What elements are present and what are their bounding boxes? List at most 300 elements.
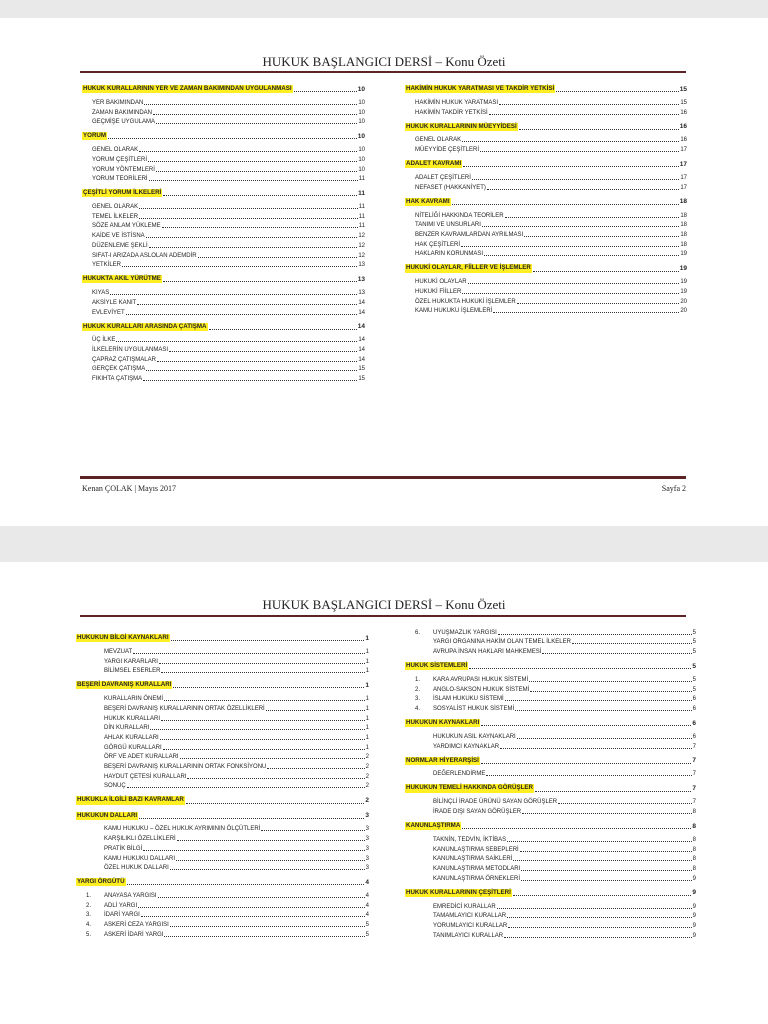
leader-dots xyxy=(468,283,680,284)
leader-dots xyxy=(163,281,357,282)
section-gap xyxy=(76,805,369,812)
toc-section-heading xyxy=(82,275,365,283)
footer-author: Kenan ÇOLAK | Mayıs 2017 xyxy=(82,484,177,493)
entry-page: 19 xyxy=(680,251,687,258)
entry-number: 1. xyxy=(415,676,421,683)
toc-entry xyxy=(92,167,365,173)
entry-page: 14 xyxy=(358,356,365,363)
toc-entry xyxy=(92,204,365,210)
leader-dots xyxy=(141,916,365,917)
section-gap xyxy=(82,316,365,323)
toc-entry xyxy=(86,912,369,918)
spacer xyxy=(76,820,369,823)
toc-entry xyxy=(86,932,369,938)
entry-page: 7 xyxy=(692,771,696,778)
entry-page: 19 xyxy=(680,279,687,286)
leader-dots xyxy=(452,204,679,205)
toc-section-heading xyxy=(76,634,369,642)
leader-dots xyxy=(294,91,357,92)
toc-entry xyxy=(86,922,369,928)
spacer xyxy=(82,283,365,286)
leader-dots xyxy=(180,758,365,759)
leader-dots xyxy=(505,700,692,701)
entry-page: 11 xyxy=(358,176,365,183)
leader-dots xyxy=(110,294,357,295)
leader-dots xyxy=(164,936,364,937)
entry-label: AVRUPA İNSAN HAKLARI MAHKEMESİ xyxy=(433,649,542,656)
entry-page: 1 xyxy=(365,734,369,741)
entry-page: 11 xyxy=(358,213,365,220)
toc-entry xyxy=(92,233,365,239)
section-gap xyxy=(82,182,365,189)
toc-entry xyxy=(92,300,365,306)
toc-section-heading xyxy=(405,123,687,131)
leader-dots xyxy=(158,897,365,898)
entry-label: YARGI KARARLARI xyxy=(104,658,158,665)
entry-label: HUKUKİ OLAYLAR xyxy=(415,279,467,286)
toc-section-heading xyxy=(82,323,365,331)
leader-dots xyxy=(497,908,692,909)
section-title: HUKUK KURALLARININ YER VE ZAMAN BAKIMINDAN UYGULANMASI xyxy=(83,85,292,92)
entry-page: 2 xyxy=(365,773,369,780)
section-title: HAKİMİN HUKUK YARATMASI VE TAKDİR YETKİSİ xyxy=(406,85,555,92)
leader-dots xyxy=(507,917,692,918)
toc-entry xyxy=(415,308,687,314)
entry-label: HAYDUT ÇETESİ KURALLARI xyxy=(104,773,187,780)
entry-label: HUKUK KURALLARI xyxy=(104,715,161,722)
entry-label: KAMU HUKUKU DALLARI xyxy=(104,855,176,862)
entry-page: 12 xyxy=(358,252,365,259)
leader-dots xyxy=(161,672,364,673)
leader-dots xyxy=(143,380,357,381)
toc-entry xyxy=(415,847,696,853)
entry-label: TAKNİN, TEDVİN, İKTİBAS xyxy=(433,836,507,843)
entry-label: PRATİK BİLGİ xyxy=(104,845,143,852)
entry-label: SOSYALİST HUKUK SİSTEMİ xyxy=(433,706,515,713)
spacer xyxy=(76,642,369,645)
section-gap xyxy=(82,125,365,132)
toc-entry xyxy=(415,904,696,910)
leader-dots xyxy=(462,293,679,294)
leader-dots xyxy=(493,312,679,313)
entry-page: 1 xyxy=(365,725,369,732)
toc-entry xyxy=(86,735,369,741)
entry-label: AKSİYLE KANIT xyxy=(92,299,137,306)
toc-entry xyxy=(92,347,365,353)
header-rule xyxy=(80,71,686,73)
entry-label: İRADE DIŞI SAYAN GÖRÜŞLER xyxy=(433,809,522,816)
entry-page: 8 xyxy=(692,856,696,863)
toc-entry xyxy=(415,232,687,238)
section-page: 11 xyxy=(358,189,365,197)
entry-page: 5 xyxy=(365,922,369,929)
entry-label: YORUMLAYICI KURALLAR xyxy=(433,922,508,929)
entry-page: 18 xyxy=(680,212,687,219)
toc-entry xyxy=(415,923,696,929)
entry-label: TEMEL İLKELER xyxy=(92,213,139,220)
leader-dots xyxy=(171,640,365,641)
toc-entry xyxy=(415,289,687,295)
leader-dots xyxy=(156,123,357,124)
toc-entry xyxy=(415,933,696,939)
leader-dots xyxy=(139,818,364,819)
entry-page: 10 xyxy=(358,99,365,106)
toc-entry xyxy=(415,677,696,683)
leader-dots xyxy=(108,138,357,139)
leader-dots xyxy=(572,643,692,644)
leader-dots xyxy=(160,739,365,740)
entry-number: 5. xyxy=(86,931,92,938)
entry-label: BEŞERİ DAVRANIŞ KURALLARININ ORTAK FONKSİYONU xyxy=(104,763,267,770)
leader-dots xyxy=(143,850,364,851)
toc-entry xyxy=(92,290,365,296)
page-title: HUKUK BAŞLANGICI DERSİ – Konu Özeti xyxy=(262,597,506,612)
entry-label: GERÇEK ÇATIŞMA xyxy=(92,366,146,373)
entry-label: YORUM ÇEŞİTLERİ xyxy=(92,156,148,163)
leader-dots xyxy=(469,668,691,669)
leader-dots xyxy=(156,171,357,172)
entry-number: 3. xyxy=(415,696,421,703)
section-page: 7 xyxy=(692,757,696,765)
entry-label: GENEL OLARAK xyxy=(415,137,462,144)
toc-entry xyxy=(86,706,369,712)
spacer xyxy=(76,689,369,692)
entry-label: HAKİMİN HUKUK YARATMASI xyxy=(415,99,499,106)
section-gap xyxy=(405,750,696,757)
leader-dots xyxy=(513,895,692,896)
section-gap xyxy=(405,153,687,160)
leader-dots xyxy=(519,129,679,130)
footer-rule xyxy=(80,476,686,479)
section-gap xyxy=(76,674,369,681)
leader-dots xyxy=(486,775,691,776)
entry-label: SIFAT-I ARIZADA ASLOLAN ADEMDİR xyxy=(92,252,197,259)
leader-dots xyxy=(139,151,357,152)
leader-dots xyxy=(517,738,692,739)
section-page: 9 xyxy=(692,889,696,897)
entry-page: 1 xyxy=(365,658,369,665)
toc-entry xyxy=(415,630,696,636)
entry-page: 8 xyxy=(692,809,696,816)
leader-dots xyxy=(522,813,692,814)
entry-label: EMREDİCİ KURALLAR xyxy=(433,903,496,910)
toc-entry xyxy=(92,147,365,153)
entry-page: 18 xyxy=(680,241,687,248)
entry-page: 7 xyxy=(692,743,696,750)
entry-page: 10 xyxy=(358,147,365,154)
section-page: 19 xyxy=(679,265,687,273)
leader-dots xyxy=(487,189,679,190)
leader-dots xyxy=(524,236,679,237)
section-page: 17 xyxy=(679,160,687,168)
leader-dots xyxy=(484,255,679,256)
leader-dots xyxy=(170,926,365,927)
leader-dots xyxy=(530,691,691,692)
section-title: HUKUK KURALLARININ MÜEYYİDESİ xyxy=(406,122,517,130)
leader-dots xyxy=(187,778,364,779)
toc-entry xyxy=(92,253,365,259)
entry-label: ÇAPRAZ ÇATIŞMALAR xyxy=(92,356,156,363)
entry-page: 14 xyxy=(358,337,365,344)
entry-page: 1 xyxy=(365,715,369,722)
entry-label: YARGI ORGANINA HAKİM OLAN TEMEL İLKELER xyxy=(433,639,571,646)
leader-dots xyxy=(462,141,679,142)
toc-entry xyxy=(415,213,687,219)
toc-page-2 xyxy=(0,18,768,526)
toc-entry xyxy=(415,866,696,872)
toc-entry xyxy=(86,836,369,842)
toc-entry xyxy=(92,214,365,220)
entry-label: KAİDE VE İSTİSNA xyxy=(92,233,145,240)
leader-dots xyxy=(520,851,692,852)
spacer xyxy=(405,897,696,900)
leader-dots xyxy=(148,161,357,162)
entry-label: TANIMI VE UNSURLARI xyxy=(415,222,481,229)
entry-page: 10 xyxy=(358,109,365,116)
section-page: 8 xyxy=(692,822,696,830)
entry-label: YARDIMCI KAYNAKLAR xyxy=(433,743,500,750)
leader-dots xyxy=(149,180,358,181)
entry-number: 1. xyxy=(86,893,92,900)
toc-left-column xyxy=(82,85,365,382)
toc-entry xyxy=(86,903,369,909)
entry-label: HAK ÇEŞİTLERİ xyxy=(415,241,461,248)
leader-dots xyxy=(153,114,357,115)
leader-dots xyxy=(139,218,358,219)
toc-entry xyxy=(86,754,369,760)
entry-label: ANAYASA YARGISI xyxy=(104,893,157,900)
entry-label: AHLAK KURALLARI xyxy=(104,734,159,741)
entry-label: ÖZEL HUKUK DALLARI xyxy=(104,865,169,872)
entry-label: NEFASET (HAKKANİYET) xyxy=(415,184,486,191)
section-title: NORMLAR HİYERARŞİSİ xyxy=(406,756,479,764)
leader-dots xyxy=(161,720,365,721)
toc-entry xyxy=(415,639,696,645)
entry-label: KARŞILIKLI ÖZELLİKLERİ xyxy=(104,836,176,843)
entry-page: 9 xyxy=(692,922,696,929)
entry-number: 4. xyxy=(86,922,92,929)
toc-section-heading xyxy=(76,878,369,886)
entry-page: 6 xyxy=(692,733,696,740)
entry-label: ZAMAN BAKIMINDAN xyxy=(92,109,153,116)
toc-entry xyxy=(92,357,365,363)
toc-section-heading xyxy=(405,85,687,93)
leader-dots xyxy=(127,884,365,885)
entry-label: YER BAKIMINDAN xyxy=(92,99,144,106)
leader-dots xyxy=(461,246,679,247)
entry-page: 11 xyxy=(358,204,365,211)
toc-entry xyxy=(415,279,687,285)
section-title: ÇEŞİTLİ YORUM İLKELERİ xyxy=(83,189,162,197)
leader-dots xyxy=(507,841,692,842)
leader-dots xyxy=(482,226,679,227)
section-title: HUKUKUN DALLARI xyxy=(77,811,138,819)
entry-page: 11 xyxy=(358,223,365,230)
spacer xyxy=(405,168,687,171)
entry-page: 3 xyxy=(365,855,369,862)
entry-label: EVLEVİYET xyxy=(92,309,125,316)
entry-page: 14 xyxy=(358,347,365,354)
section-page: 13 xyxy=(357,275,365,283)
toc-section-heading xyxy=(82,189,365,197)
entry-page: 15 xyxy=(358,376,365,383)
toc-entry xyxy=(415,299,687,305)
leader-dots xyxy=(149,247,358,248)
leader-dots xyxy=(556,91,679,92)
entry-label: ANGLO-SAKSON HUKUK SİSTEMİ xyxy=(433,686,530,693)
section-page: 5 xyxy=(692,662,696,670)
leader-dots xyxy=(169,351,357,352)
section-page: 14 xyxy=(357,323,365,331)
section-gap xyxy=(405,257,687,264)
entry-label: ÖZEL HUKUKTA HUKUKİ İŞLEMLER xyxy=(415,298,516,305)
toc-entry xyxy=(86,893,369,899)
entry-page: 17 xyxy=(680,175,687,182)
toc-entry xyxy=(86,826,369,832)
toc-section-heading xyxy=(82,132,365,140)
section-gap xyxy=(405,191,687,198)
entry-label: KAMU HUKUKU İŞLEMLERİ xyxy=(415,308,493,315)
section-gap xyxy=(405,882,696,889)
entry-number: 2. xyxy=(415,686,421,693)
leader-dots xyxy=(521,880,692,881)
toc-entry xyxy=(86,856,369,862)
entry-label: ASKERİ İDARİ YARGI xyxy=(104,931,164,938)
entry-label: BİLİNÇLİ İRADE ÜRÜNÜ SAYAN GÖRÜŞLER xyxy=(433,799,558,806)
entry-page: 8 xyxy=(692,846,696,853)
toc-section-heading xyxy=(405,264,687,272)
entry-label: KANUNLAŞTIRMA METODLARI xyxy=(433,866,521,873)
toc-entry xyxy=(415,799,696,805)
spacer xyxy=(82,140,365,143)
leader-dots xyxy=(139,208,358,209)
section-title: HUKUKUN TEMELİ HAKKINDA GÖRÜŞLER xyxy=(406,784,533,792)
entry-label: MÜEYYİDE ÇEŞİTLERİ xyxy=(415,147,480,154)
section-page: 6 xyxy=(692,719,696,727)
entry-label: UYUŞMAZLIK YARGISI xyxy=(433,629,497,636)
entry-page: 1 xyxy=(365,705,369,712)
section-title: KANUNLAŞTIRMA xyxy=(406,822,461,830)
spacer xyxy=(405,830,696,833)
entry-label: TAMAMLAYICI KURALLAR xyxy=(433,913,507,920)
toc-entry xyxy=(92,243,365,249)
toc-page-1 xyxy=(0,562,768,1024)
leader-dots xyxy=(267,768,364,769)
leader-dots xyxy=(164,700,365,701)
entry-page: 5 xyxy=(692,639,696,646)
toc-entry xyxy=(415,837,696,843)
leader-dots xyxy=(133,653,364,654)
entry-label: KANUNLAŞTIRMA SEBEPLERİ xyxy=(433,846,519,853)
entry-label: DİN KURALLARI xyxy=(104,725,150,732)
entry-label: DÜZENLEME ŞEKLİ xyxy=(92,242,148,249)
section-gap xyxy=(405,116,687,123)
entry-label: YORUM TEORİLERİ xyxy=(92,176,148,183)
leader-dots xyxy=(198,257,358,258)
entry-label: GENEL OLARAK xyxy=(92,204,139,211)
leader-dots xyxy=(517,303,680,304)
entry-number: 3. xyxy=(86,912,92,919)
entry-page: 4 xyxy=(365,893,369,900)
entry-page: 10 xyxy=(358,156,365,163)
spacer xyxy=(82,197,365,200)
toc-right-column xyxy=(405,626,696,939)
toc-entry xyxy=(415,100,687,106)
toc-entry xyxy=(86,649,369,655)
entry-page: 9 xyxy=(692,932,696,939)
section-gap xyxy=(76,871,369,878)
section-title: HUKUK KURALLARI ARASINDA ÇATIŞMA xyxy=(83,322,207,330)
entry-label: FIKIHTA ÇATIŞMA xyxy=(92,376,143,383)
entry-page: 20 xyxy=(680,298,687,305)
spacer xyxy=(405,273,687,276)
leader-dots xyxy=(500,748,692,749)
toc-section-heading xyxy=(405,198,687,206)
toc-section-heading xyxy=(405,822,696,830)
toc-entry xyxy=(92,366,365,372)
entry-label: KANUNLAŞTIRMA SAİKLERİ xyxy=(433,856,513,863)
section-title: HUKUKLA İLGİLİ BAZI KAVRAMLAR xyxy=(77,796,184,804)
toc-section-heading xyxy=(405,160,687,168)
toc-entry xyxy=(415,734,696,740)
leader-dots xyxy=(533,271,679,272)
entry-label: SÖZE ANLAM YÜKLEME xyxy=(92,223,161,230)
toc-entry xyxy=(86,745,369,751)
toc-entry xyxy=(92,157,365,163)
leader-dots xyxy=(481,763,691,764)
entry-label: ADALET ÇEŞİTLERİ xyxy=(415,175,471,182)
entry-page: 1 xyxy=(365,668,369,675)
entry-number: 4. xyxy=(415,706,421,713)
entry-page: 15 xyxy=(680,99,687,106)
leader-dots xyxy=(529,681,692,682)
spacer xyxy=(405,670,696,673)
entry-label: İDARİ YARGI xyxy=(104,912,140,919)
toc-entry xyxy=(415,222,687,228)
leader-dots xyxy=(542,653,691,654)
entry-label: ÖRF VE ADET KURALLARI xyxy=(104,754,179,761)
leader-dots xyxy=(127,787,365,788)
toc-entry xyxy=(415,696,696,702)
toc-section-heading xyxy=(405,719,696,727)
leader-dots xyxy=(463,166,679,167)
entry-page: 5 xyxy=(692,649,696,656)
entry-page: 18 xyxy=(680,222,687,229)
entry-label: KURALLARIN ÖNEMİ xyxy=(104,696,164,703)
toc-section-heading xyxy=(405,784,696,792)
entry-page: 10 xyxy=(358,119,365,126)
entry-page: 17 xyxy=(680,147,687,154)
entry-page: 5 xyxy=(692,686,696,693)
entry-page: 1 xyxy=(365,696,369,703)
entry-label: HAKİMİN TAKDİR YETKİSİ xyxy=(415,109,488,116)
leader-dots xyxy=(513,860,691,861)
section-page: 16 xyxy=(679,123,687,131)
leader-dots xyxy=(126,314,358,315)
spacer xyxy=(405,93,687,96)
leader-dots xyxy=(480,151,679,152)
toc-entry xyxy=(86,696,369,702)
entry-label: GEÇMİŞE UYGULAMA xyxy=(92,119,156,126)
toc-entry xyxy=(86,774,369,780)
entry-page: 13 xyxy=(358,290,365,297)
toc-entry xyxy=(415,687,696,693)
entry-page: 1 xyxy=(365,744,369,751)
entry-page: 5 xyxy=(365,931,369,938)
entry-label: HUKUKİ FİİLLER xyxy=(415,288,462,295)
entry-page: 16 xyxy=(680,109,687,116)
leader-dots xyxy=(504,937,692,938)
